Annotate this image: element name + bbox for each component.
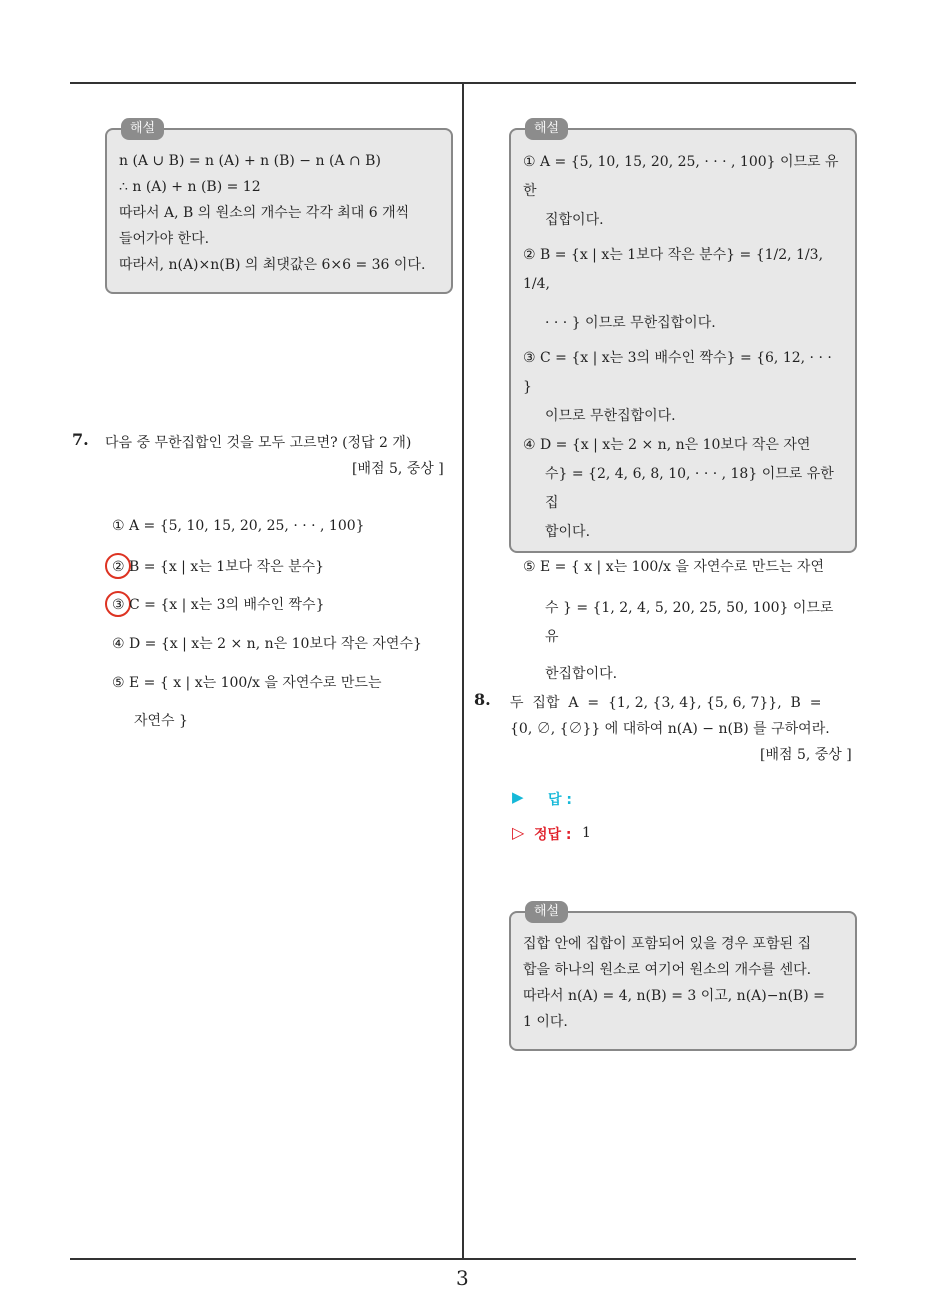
option-3[interactable]: ③ C = {x | x는 3의 배수인 짝수} <box>112 597 325 613</box>
bottom-rule <box>70 1258 856 1260</box>
correct-answer-label: 정답 : <box>534 827 572 843</box>
solution-tag: 해설 <box>525 118 568 140</box>
solution-line: 집합이다. <box>545 212 604 228</box>
option-2[interactable]: ② B = {x | x는 1보다 작은 분수} <box>112 559 325 575</box>
solution-line: 수 } = {1, 2, 4, 5, 20, 25, 50, 100} 이므로 유 <box>545 600 834 645</box>
solution-line: n (A ∪ B) = n (A) + n (B) − n (A ∩ B) <box>119 153 381 169</box>
option-4[interactable]: ④ D = {x | x는 2 × n, n은 10보다 작은 자연수} <box>112 636 422 652</box>
solution-line: 1 이다. <box>523 1014 568 1030</box>
play-icon: ▶ <box>512 788 524 806</box>
solution-tag: 해설 <box>525 901 568 923</box>
solution-line: 합이다. <box>545 524 591 540</box>
solution-line: ⑤ E = { x | x는 100/x 을 자연수로 만드는 자연 <box>523 559 824 575</box>
solution-box-6 <box>105 121 453 294</box>
solution-line: ④ D = {x | x는 2 × n, n은 10보다 작은 자연 <box>523 437 811 453</box>
correct-answer-value: 1 <box>582 825 591 841</box>
solution-line: 합을 하나의 원소로 여기어 원소의 개수를 센다. <box>523 962 812 978</box>
solution-line: ② B = {x | x는 1보다 작은 분수} = {1/2, 1/3, 1/4, <box>523 247 824 292</box>
solution-line: ∴ n (A) + n (B) = 12 <box>119 179 261 195</box>
solution-box-8 <box>509 904 857 1051</box>
column-divider <box>462 82 464 1260</box>
answer-label: 답 : <box>548 792 572 808</box>
solution-line: ① A = {5, 10, 15, 20, 25, · · · , 100} 이므로 유한 <box>523 154 839 199</box>
solution-line: 들어가야 한다. <box>119 231 210 247</box>
question-text-8b: {0, ∅, {∅}} 에 대하여 n(A) − n(B) 를 구하여라. <box>510 721 830 737</box>
question-text-7: 다음 중 무한집합인 것을 모두 고르면? (정답 2 개) <box>105 435 412 451</box>
solution-line: 따라서 A, B 의 원소의 개수는 각각 최대 6 개씩 <box>119 205 410 221</box>
outline-play-icon: ▷ <box>512 823 525 842</box>
solution-line: ③ C = {x | x는 3의 배수인 짝수} = {6, 12, · · · } <box>523 350 832 395</box>
option-5[interactable]: ⑤ E = { x | x는 100/x 을 자연수로 만드는 <box>112 675 382 691</box>
solution-line: · · · } 이므로 무한집합이다. <box>545 315 716 331</box>
question-number-7: 7. <box>72 430 89 449</box>
solution-line: 집합 안에 집합이 포함되어 있을 경우 포함된 집 <box>523 936 812 952</box>
question-score-7: [배점 5, 중상 ] <box>352 461 444 477</box>
solution-line: 따라서, n(A)×n(B) 의 최댓값은 6×6 = 36 이다. <box>119 257 426 273</box>
solution-line: 따라서 n(A) = 4, n(B) = 3 이고, n(A)−n(B) = <box>523 988 825 1004</box>
question-score-8: [배점 5, 중상 ] <box>760 747 852 763</box>
solution-tag: 해설 <box>121 118 164 140</box>
option-5-cont: 자연수 } <box>134 713 188 729</box>
solution-box-7 <box>509 121 857 682</box>
page-number: 3 <box>456 1266 469 1290</box>
solution-line: 수} = {2, 4, 6, 8, 10, · · · , 18} 이므로 유한집 <box>545 466 834 511</box>
question-text-8a: 두 집합 A = {1, 2, {3, 4}, {5, 6, 7}}, B = <box>510 695 822 711</box>
solution-line: 이므로 무한집합이다. <box>545 408 676 424</box>
option-1[interactable]: ① A = {5, 10, 15, 20, 25, · · · , 100} <box>112 518 365 534</box>
question-number-8: 8. <box>474 690 491 709</box>
solution-line: 한집합이다. <box>545 666 618 682</box>
